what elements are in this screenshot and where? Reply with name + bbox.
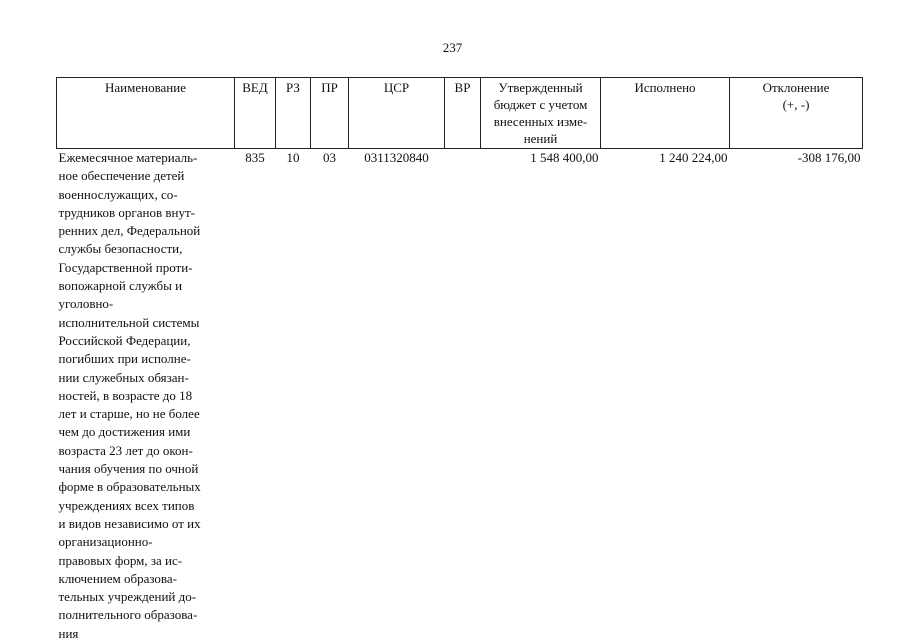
row-ved: 835 <box>235 149 276 643</box>
page-number: 237 <box>0 40 905 56</box>
header-name: Наименование <box>57 78 235 149</box>
header-deviation: Отклонение (+, -) <box>730 78 863 149</box>
budget-table <box>56 77 863 643</box>
row-name: Ежемесячное материаль- ное обеспечение детей военнослужащих, со- трудников органов внут- ренних дел, Федеральной службы безопасности, Государственной проти- вопожарной службы и уголовно- исполнительной системы Российской Федерации, погибших при исполне- нии служебных обязан- ностей, в возрасте до 18 лет и старше, но не более чем до достижения ими возраста 23 лет до окон- чания обучения по очной форме в образовательных учреждениях всех типов и видов независимо от их организационно- правовых форм, за ис- ключением образова- тельных учреждений до- полнительного образова- ния <box>57 149 235 643</box>
header-vr: ВР <box>445 78 481 149</box>
header-executed: Исполнено <box>601 78 730 149</box>
row-approved-budget: 1 548 400,00 <box>481 149 601 643</box>
header-rz: РЗ <box>276 78 311 149</box>
row-vr <box>445 149 481 643</box>
header-csr: ЦСР <box>349 78 445 149</box>
row-deviation: -308 176,00 <box>730 149 863 643</box>
header-row <box>57 78 863 149</box>
header-approved-budget: Утвержденный бюджет с учетом внесенных изме- нений <box>481 78 601 149</box>
row-pr: 03 <box>311 149 349 643</box>
header-pr: ПР <box>311 78 349 149</box>
table-row <box>57 149 863 643</box>
header-ved: ВЕД <box>235 78 276 149</box>
row-rz: 10 <box>276 149 311 643</box>
row-csr: 0311320840 <box>349 149 445 643</box>
row-executed: 1 240 224,00 <box>601 149 730 643</box>
